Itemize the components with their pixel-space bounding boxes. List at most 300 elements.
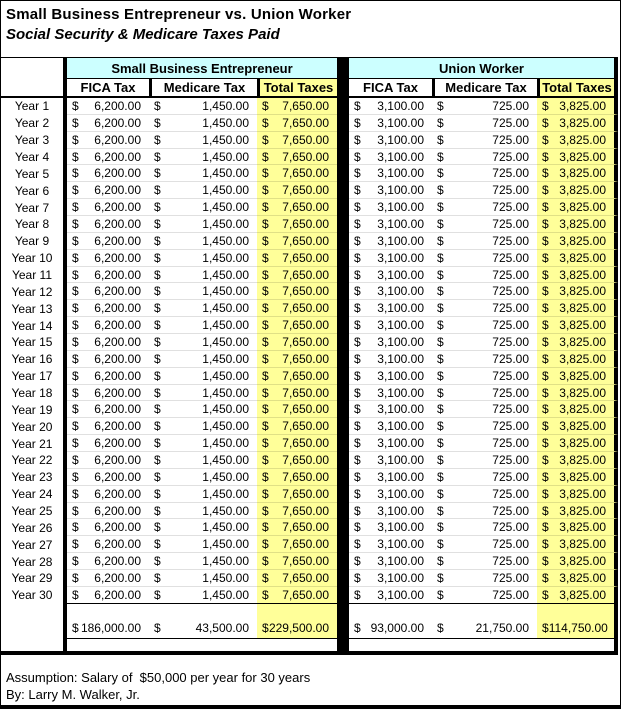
uw-medicare-cell: $ 725.00 <box>432 452 537 469</box>
group-separator <box>337 385 349 402</box>
sbe-medicare-cell: $ 1,450.00 <box>149 435 257 452</box>
table-row <box>1 300 618 317</box>
currency-symbol: $ <box>437 267 444 282</box>
year-label: Year 13 <box>1 300 67 317</box>
currency-symbol: $ <box>354 537 361 552</box>
currency-symbol: $ <box>354 436 361 451</box>
sbe-fica-total: $ 186,000.00 <box>67 614 149 639</box>
year-label: Year 8 <box>1 216 67 233</box>
currency-symbol: $ <box>72 250 79 265</box>
currency-symbol: $ <box>154 385 161 400</box>
sbe-fica-cell: $ 6,200.00 <box>67 503 149 520</box>
uw-medicare-cell: $ 725.00 <box>432 503 537 520</box>
sbe-medicare-cell: $ 1,450.00 <box>149 418 257 435</box>
year-label: Year 18 <box>1 385 67 402</box>
sbe-total-cell: $ 7,650.00 <box>257 553 337 570</box>
sbe-total-cell: $ 7,650.00 <box>257 115 337 132</box>
table-row <box>1 368 618 385</box>
currency-symbol: $ <box>262 452 269 467</box>
currency-symbol: $ <box>72 132 79 147</box>
uw-fica-cell: $ 3,100.00 <box>349 503 432 520</box>
sbe-total-cell: $ 7,650.00 <box>257 351 337 368</box>
currency-symbol: $ <box>72 98 79 113</box>
sbe-fica-cell: $ 6,200.00 <box>67 267 149 284</box>
currency-symbol: $ <box>262 200 269 215</box>
currency-symbol: $ <box>72 166 79 181</box>
table-row <box>1 283 618 300</box>
uw-medicare-cell: $ 725.00 <box>432 98 537 115</box>
currency-symbol: $ <box>72 469 79 484</box>
uw-total-cell: $ 3,825.00 <box>537 165 618 182</box>
sbe-fica-cell: $ 6,200.00 <box>67 216 149 233</box>
assumption-note: Assumption: Salary of $50,000 per year for 30 years <box>6 669 311 685</box>
uw-medicare-cell: $ 725.00 <box>432 233 537 250</box>
sbe-medicare-cell: $ 1,450.00 <box>149 486 257 503</box>
currency-symbol: $ <box>262 402 269 417</box>
table-row <box>1 570 618 587</box>
year-label: Year 26 <box>1 519 67 536</box>
currency-symbol: $ <box>72 554 79 569</box>
group-separator <box>337 132 349 149</box>
table-row <box>1 401 618 418</box>
currency-symbol: $ <box>354 267 361 282</box>
uw-medicare-cell: $ 725.00 <box>432 570 537 587</box>
currency-symbol: $ <box>262 98 269 113</box>
table-row <box>1 351 618 368</box>
currency-symbol: $ <box>262 503 269 518</box>
currency-symbol: $ <box>72 216 79 231</box>
column-header-sbe-fica: FICA Tax <box>67 79 149 98</box>
currency-symbol: $ <box>154 98 161 113</box>
year-label: Year 14 <box>1 317 67 334</box>
currency-symbol: $ <box>542 318 549 333</box>
year-label: Year 20 <box>1 418 67 435</box>
currency-symbol: $ <box>154 267 161 282</box>
year-label: Year 9 <box>1 233 67 250</box>
currency-symbol: $ <box>72 385 79 400</box>
group-separator <box>337 165 349 182</box>
currency-symbol: $ <box>542 419 549 434</box>
currency-symbol: $ <box>262 469 269 484</box>
currency-symbol: $ <box>542 436 549 451</box>
table-row <box>1 115 618 132</box>
currency-symbol: $ <box>542 385 549 400</box>
currency-symbol: $ <box>542 250 549 265</box>
currency-symbol: $ <box>72 351 79 366</box>
uw-total-cell: $ 3,825.00 <box>537 570 618 587</box>
currency-symbol: $ <box>154 436 161 451</box>
uw-fica-cell: $ 3,100.00 <box>349 300 432 317</box>
sbe-medicare-cell: $ 1,450.00 <box>149 334 257 351</box>
uw-total-cell: $ 3,825.00 <box>537 149 618 166</box>
uw-total-cell: $ 3,825.00 <box>537 182 618 199</box>
sbe-medicare-cell: $ 1,450.00 <box>149 165 257 182</box>
uw-fica-cell: $ 3,100.00 <box>349 199 432 216</box>
table-row <box>1 452 618 469</box>
currency-symbol: $ <box>354 216 361 231</box>
currency-symbol: $ <box>542 503 549 518</box>
currency-symbol: $ <box>437 570 444 585</box>
currency-symbol: $ <box>437 520 444 535</box>
sbe-fica-cell: $ 6,200.00 <box>67 587 149 604</box>
group-separator <box>337 503 349 520</box>
currency-symbol: $ <box>437 368 444 383</box>
sbe-medicare-cell: $ 1,450.00 <box>149 368 257 385</box>
sbe-medicare-cell: $ 1,450.00 <box>149 536 257 553</box>
currency-symbol: $ <box>72 486 79 501</box>
group-header-small-business: Small Business Entrepreneur <box>67 58 337 79</box>
uw-fica-cell: $ 3,100.00 <box>349 267 432 284</box>
currency-symbol: $ <box>437 436 444 451</box>
page-subtitle: Social Security & Medicare Taxes Paid <box>6 26 280 43</box>
uw-medicare-cell: $ 725.00 <box>432 317 537 334</box>
currency-symbol: $ <box>542 469 549 484</box>
uw-fica-cell: $ 3,100.00 <box>349 452 432 469</box>
currency-symbol: $ <box>354 419 361 434</box>
currency-symbol: $ <box>262 385 269 400</box>
group-separator <box>337 115 349 132</box>
group-separator <box>337 570 349 587</box>
currency-symbol: $ <box>262 250 269 265</box>
currency-symbol: $ <box>437 452 444 467</box>
table-row <box>1 503 618 520</box>
year-label: Year 27 <box>1 536 67 553</box>
uw-total-cell: $ 3,825.00 <box>537 486 618 503</box>
uw-total-cell: $ 3,825.00 <box>537 503 618 520</box>
uw-fica-total: $ 93,000.00 <box>349 614 432 639</box>
footer-notes <box>1 655 620 703</box>
sbe-fica-cell: $ 6,200.00 <box>67 283 149 300</box>
currency-symbol: $ <box>437 385 444 400</box>
currency-symbol: $ <box>542 520 549 535</box>
currency-symbol: $ <box>262 334 269 349</box>
sbe-total-cell: $ 7,650.00 <box>257 452 337 469</box>
currency-symbol: $ <box>154 183 161 198</box>
sbe-medicare-cell: $ 1,450.00 <box>149 182 257 199</box>
table-header <box>1 58 618 98</box>
group-separator <box>337 199 349 216</box>
table-row <box>1 182 618 199</box>
currency-symbol: $ <box>437 587 444 602</box>
sbe-medicare-cell: $ 1,450.00 <box>149 132 257 149</box>
currency-symbol: $ <box>354 115 361 130</box>
currency-symbol: $ <box>72 200 79 215</box>
currency-symbol: $ <box>354 452 361 467</box>
uw-total-cell: $ 3,825.00 <box>537 368 618 385</box>
group-separator <box>337 614 349 639</box>
sbe-total-cell: $ 7,650.00 <box>257 283 337 300</box>
group-separator <box>337 233 349 250</box>
uw-fica-cell: $ 3,100.00 <box>349 401 432 418</box>
currency-symbol: $ <box>542 284 549 299</box>
currency-symbol: $ <box>354 149 361 164</box>
sbe-medicare-cell: $ 1,450.00 <box>149 267 257 284</box>
sbe-fica-cell: $ 6,200.00 <box>67 469 149 486</box>
sbe-fica-cell: $ 6,200.00 <box>67 385 149 402</box>
currency-symbol: $ <box>437 351 444 366</box>
currency-symbol: $ <box>354 250 361 265</box>
uw-fica-cell: $ 3,100.00 <box>349 317 432 334</box>
currency-symbol: $ <box>354 200 361 215</box>
year-label: Year 6 <box>1 182 67 199</box>
currency-symbol: $ <box>262 233 269 248</box>
uw-fica-cell: $ 3,100.00 <box>349 486 432 503</box>
uw-fica-cell: $ 3,100.00 <box>349 250 432 267</box>
currency-symbol: $ <box>542 149 549 164</box>
uw-fica-cell: $ 3,100.00 <box>349 149 432 166</box>
uw-medicare-cell: $ 725.00 <box>432 300 537 317</box>
group-separator <box>337 469 349 486</box>
group-separator <box>337 418 349 435</box>
currency-symbol: $ <box>262 216 269 231</box>
sbe-total-cell: $ 7,650.00 <box>257 385 337 402</box>
currency-symbol: $ <box>437 537 444 552</box>
year-label: Year 2 <box>1 115 67 132</box>
currency-symbol: $ <box>72 115 79 130</box>
currency-symbol: $ <box>262 554 269 569</box>
group-separator <box>337 401 349 418</box>
uw-medicare-cell: $ 725.00 <box>432 115 537 132</box>
currency-symbol: $ <box>437 301 444 316</box>
uw-total-cell: $ 3,825.00 <box>537 267 618 284</box>
currency-symbol: $ <box>262 301 269 316</box>
sbe-medicare-cell: $ 1,450.00 <box>149 401 257 418</box>
currency-symbol: $ <box>154 554 161 569</box>
currency-symbol: $ <box>437 469 444 484</box>
currency-symbol: $ <box>262 520 269 535</box>
uw-medicare-cell: $ 725.00 <box>432 368 537 385</box>
uw-medicare-cell: $ 725.00 <box>432 469 537 486</box>
uw-fica-cell: $ 3,100.00 <box>349 435 432 452</box>
currency-symbol: $ <box>154 503 161 518</box>
uw-fica-cell: $ 3,100.00 <box>349 587 432 604</box>
sbe-fica-cell: $ 6,200.00 <box>67 317 149 334</box>
currency-symbol: $ <box>437 183 444 198</box>
uw-fica-cell: $ 3,100.00 <box>349 469 432 486</box>
corner-cell <box>1 58 67 98</box>
sbe-total-cell: $ 7,650.00 <box>257 149 337 166</box>
currency-symbol: $ <box>542 200 549 215</box>
currency-symbol: $ <box>154 537 161 552</box>
sbe-fica-cell: $ 6,200.00 <box>67 149 149 166</box>
currency-symbol: $ <box>542 351 549 366</box>
sbe-medicare-cell: $ 1,450.00 <box>149 317 257 334</box>
sbe-fica-cell: $ 6,200.00 <box>67 115 149 132</box>
currency-symbol: $ <box>437 419 444 434</box>
currency-symbol: $ <box>437 115 444 130</box>
currency-symbol: $ <box>72 233 79 248</box>
uw-medicare-cell: $ 725.00 <box>432 216 537 233</box>
currency-symbol: $ <box>542 587 549 602</box>
uw-medicare-cell: $ 725.00 <box>432 182 537 199</box>
currency-symbol: $ <box>354 520 361 535</box>
sbe-total-cell: $ 7,650.00 <box>257 132 337 149</box>
group-separator <box>337 216 349 233</box>
currency-symbol: $ <box>437 216 444 231</box>
currency-symbol: $ <box>154 570 161 585</box>
group-separator <box>337 553 349 570</box>
currency-symbol: $ <box>262 267 269 282</box>
uw-medicare-cell: $ 725.00 <box>432 401 537 418</box>
currency-symbol: $ <box>542 98 549 113</box>
uw-total-cell: $ 3,825.00 <box>537 216 618 233</box>
sbe-total-cell: $ 7,650.00 <box>257 418 337 435</box>
uw-fica-cell: $ 3,100.00 <box>349 536 432 553</box>
sbe-medicare-cell: $ 1,450.00 <box>149 519 257 536</box>
uw-total-cell: $ 3,825.00 <box>537 435 618 452</box>
group-header-union-worker: Union Worker <box>349 58 618 79</box>
year-label: Year 28 <box>1 553 67 570</box>
group-separator <box>337 283 349 300</box>
sbe-total-cell: $ 7,650.00 <box>257 267 337 284</box>
currency-symbol: $ <box>437 233 444 248</box>
currency-symbol: $ <box>354 587 361 602</box>
currency-symbol: $ <box>542 301 549 316</box>
currency-symbol: $ <box>354 351 361 366</box>
group-separator <box>337 334 349 351</box>
currency-symbol: $ <box>72 368 79 383</box>
group-separator <box>337 58 349 98</box>
uw-total-cell: $ 3,825.00 <box>537 115 618 132</box>
uw-fica-cell: $ 3,100.00 <box>349 132 432 149</box>
group-separator <box>337 604 349 614</box>
sbe-medicare-cell: $ 1,450.00 <box>149 553 257 570</box>
year-label: Year 5 <box>1 165 67 182</box>
currency-symbol: $ <box>72 419 79 434</box>
currency-symbol: $ <box>542 115 549 130</box>
uw-fica-cell: $ 3,100.00 <box>349 570 432 587</box>
group-separator <box>337 536 349 553</box>
uw-medicare-cell: $ 725.00 <box>432 536 537 553</box>
currency-symbol: $ <box>72 520 79 535</box>
currency-symbol: $ <box>354 486 361 501</box>
uw-total-cell: $ 3,825.00 <box>537 452 618 469</box>
year-label: Year 22 <box>1 452 67 469</box>
sbe-medicare-cell: $ 1,450.00 <box>149 587 257 604</box>
currency-symbol: $ <box>354 385 361 400</box>
uw-medicare-cell: $ 725.00 <box>432 385 537 402</box>
group-separator <box>337 368 349 385</box>
currency-symbol: $ <box>354 570 361 585</box>
currency-symbol: $ <box>262 368 269 383</box>
year-label: Year 3 <box>1 132 67 149</box>
sbe-total-cell: $ 7,650.00 <box>257 587 337 604</box>
currency-symbol: $ <box>354 183 361 198</box>
sbe-fica-cell: $ 6,200.00 <box>67 570 149 587</box>
currency-symbol: $ <box>154 368 161 383</box>
uw-medicare-cell: $ 725.00 <box>432 165 537 182</box>
uw-total-cell: $ 3,825.00 <box>537 283 618 300</box>
group-separator <box>337 587 349 604</box>
sbe-total-cell: $ 7,650.00 <box>257 368 337 385</box>
group-separator <box>337 435 349 452</box>
year-label: Year 17 <box>1 368 67 385</box>
currency-symbol: $ <box>154 520 161 535</box>
table-row <box>1 469 618 486</box>
currency-symbol: $ <box>154 216 161 231</box>
uw-fica-cell: $ 3,100.00 <box>349 98 432 115</box>
byline: By: Larry M. Walker, Jr. <box>6 686 140 702</box>
table-row <box>1 519 618 536</box>
column-header-sbe-medicare: Medicare Tax <box>149 79 257 98</box>
sbe-total-cell: $ 7,650.00 <box>257 250 337 267</box>
currency-symbol: $ <box>154 402 161 417</box>
uw-medicare-cell: $ 725.00 <box>432 418 537 435</box>
sbe-total-cell: $ 7,650.00 <box>257 165 337 182</box>
currency-symbol: $ <box>262 115 269 130</box>
sbe-medicare-total: $ 43,500.00 <box>149 614 257 639</box>
currency-symbol: $ <box>262 419 269 434</box>
currency-symbol: $ <box>154 301 161 316</box>
table-row <box>1 385 618 402</box>
currency-symbol: $ <box>72 334 79 349</box>
currency-symbol: $ <box>354 554 361 569</box>
title-block <box>1 1 620 57</box>
currency-symbol: $ <box>542 486 549 501</box>
year-label: Year 15 <box>1 334 67 351</box>
currency-symbol: $ <box>262 537 269 552</box>
uw-total-cell: $ 3,825.00 <box>537 401 618 418</box>
sbe-medicare-cell: $ 1,450.00 <box>149 385 257 402</box>
sbe-fica-cell: $ 6,200.00 <box>67 418 149 435</box>
sbe-total-cell: $ 7,650.00 <box>257 300 337 317</box>
uw-fica-cell: $ 3,100.00 <box>349 283 432 300</box>
currency-symbol: $ <box>542 233 549 248</box>
sbe-total-cell: $ 7,650.00 <box>257 233 337 250</box>
uw-fica-cell: $ 3,100.00 <box>349 165 432 182</box>
table-row <box>1 132 618 149</box>
sbe-fica-cell: $ 6,200.00 <box>67 401 149 418</box>
sbe-total-cell: $ 7,650.00 <box>257 435 337 452</box>
group-separator <box>337 452 349 469</box>
group-separator <box>337 317 349 334</box>
sbe-fica-cell: $ 6,200.00 <box>67 536 149 553</box>
currency-symbol: $ <box>437 284 444 299</box>
sbe-medicare-cell: $ 1,450.00 <box>149 98 257 115</box>
sbe-total-cell: $ 7,650.00 <box>257 182 337 199</box>
uw-total-cell: $ 3,825.00 <box>537 250 618 267</box>
sbe-medicare-cell: $ 1,450.00 <box>149 250 257 267</box>
table-row <box>1 216 618 233</box>
year-label: Year 1 <box>1 98 67 115</box>
group-separator <box>337 351 349 368</box>
uw-total-cell: $ 3,825.00 <box>537 132 618 149</box>
uw-fica-cell: $ 3,100.00 <box>349 233 432 250</box>
sbe-total-cell: $ 7,650.00 <box>257 570 337 587</box>
currency-symbol: $ <box>72 537 79 552</box>
currency-symbol: $ <box>354 166 361 181</box>
sbe-fica-cell: $ 6,200.00 <box>67 435 149 452</box>
currency-symbol: $ <box>354 301 361 316</box>
sbe-fica-cell: $ 6,200.00 <box>67 132 149 149</box>
currency-symbol: $ <box>354 503 361 518</box>
spacer-row <box>1 604 618 614</box>
uw-medicare-cell: $ 725.00 <box>432 149 537 166</box>
currency-symbol: $ <box>437 554 444 569</box>
sbe-medicare-cell: $ 1,450.00 <box>149 233 257 250</box>
uw-medicare-cell: $ 725.00 <box>432 519 537 536</box>
currency-symbol: $ <box>72 318 79 333</box>
currency-symbol: $ <box>72 570 79 585</box>
currency-symbol: $ <box>154 115 161 130</box>
group-separator <box>337 267 349 284</box>
uw-fica-cell: $ 3,100.00 <box>349 334 432 351</box>
currency-symbol: $ <box>154 452 161 467</box>
uw-total-cell: $ 3,825.00 <box>537 418 618 435</box>
year-label: Year 10 <box>1 250 67 267</box>
sbe-fica-cell: $ 6,200.00 <box>67 250 149 267</box>
table-row <box>1 418 618 435</box>
